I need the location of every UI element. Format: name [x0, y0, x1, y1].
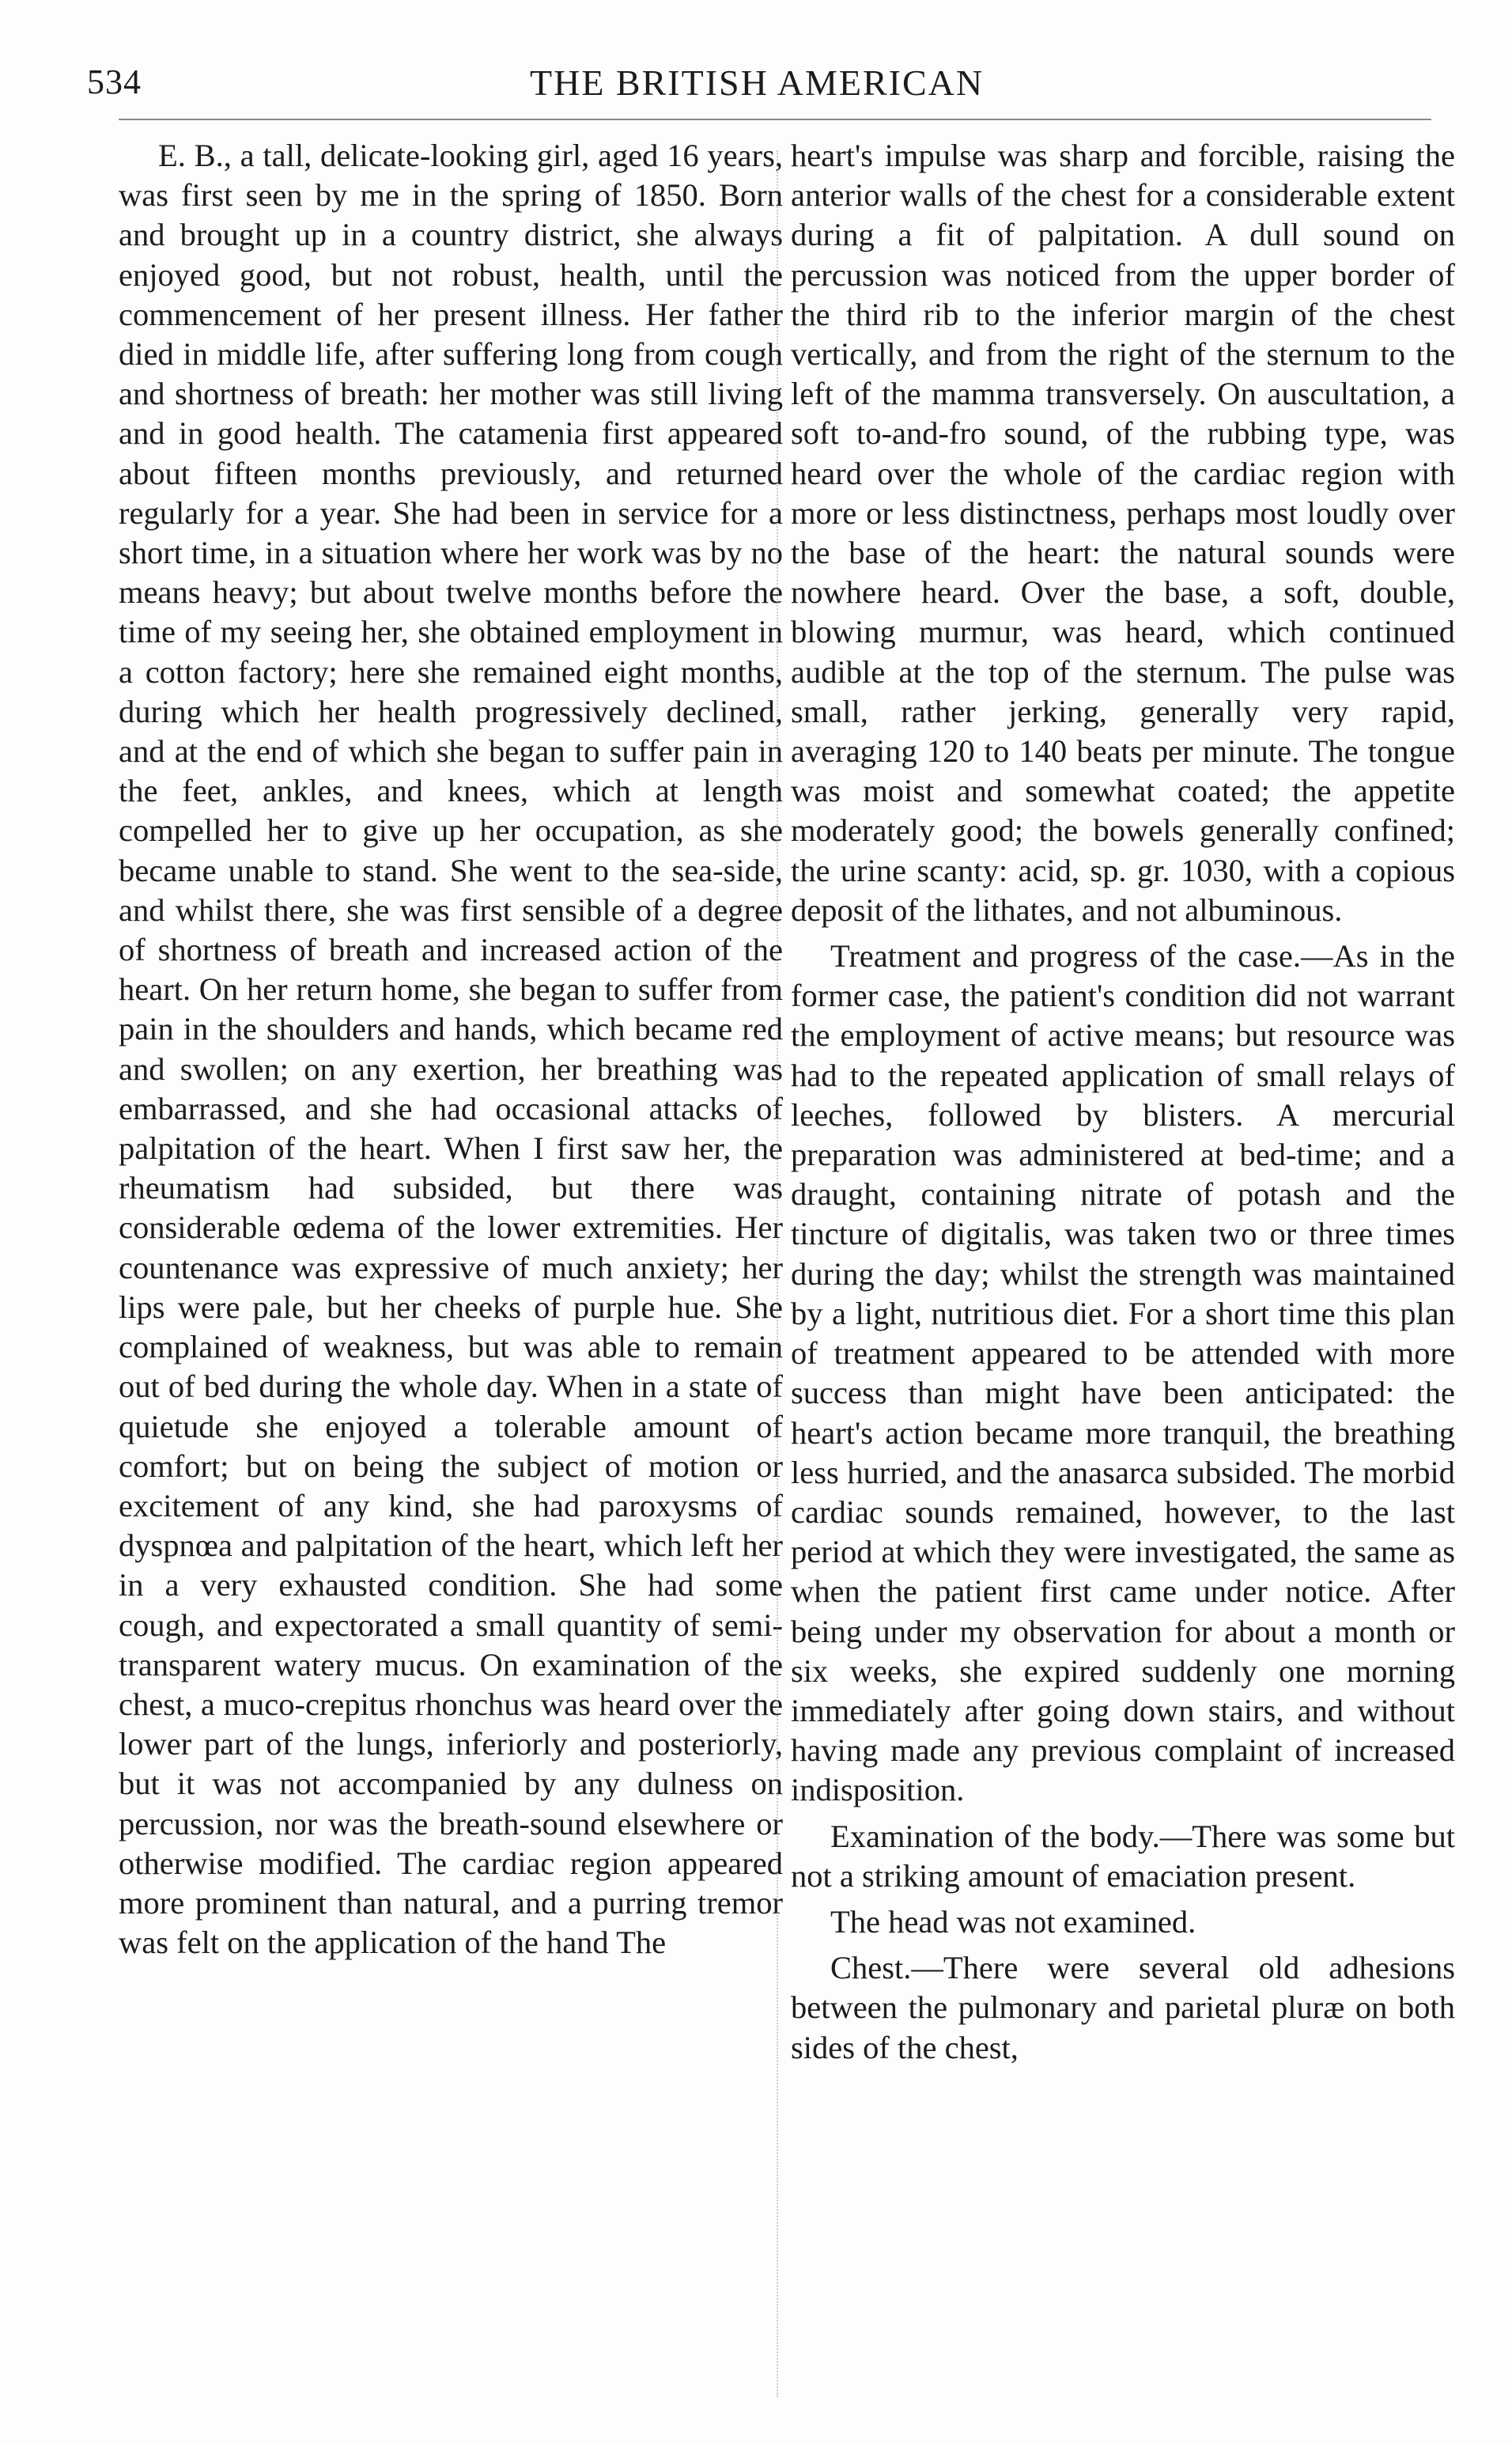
case-history-paragraph: E. B., a tall, delicate-looking girl, aged 16 years, was first seen by me in the spring of 1850. Born and brought up in a country district, she always enjoyed good, but not robust, health, until the commencement of her present illness. Her father died in middle life, after suffering long from cough and shortness of breath: her mother was still living and in good health. The catamenia first appeared about fifteen months previously, and returned regularly for a year. She had been in service for a short time, in a situation where her work was by no means heavy; but about twelve months before the time of my seeing her, she obtained employment in a cotton factory; here she remained eight months, during which her health progressively declined, and at the end of which she began to suffer pain in the feet, ankles, and knees, which at length compelled her to give up her occupation, as she became unable to stand. She went to the sea-side, and whilst there, she was first sensible of a degree of shortness of breath and increased action of the heart. On her return home, she began to suffer from pain in the shoulders and hands, which became red and swollen; on any exertion, her breathing was embarrassed, and she had occasional attacks of palpitation of the heart. When I first saw her, the rheumatism had subsided, but there was considerable œdema of the lower extremities. Her countenance was expressive of much anxiety; her lips were pale, but her cheeks of purple hue. She complained of weakness, but was able to remain out of bed during the whole day. When in a state of quietude she enjoyed a tolerable amount of comfort; but on being the subject of motion or excitement of any kind, she had paroxysms of dyspnœa and palpitation of the heart, which left her in a very exhausted condition. She had some cough, and expectorated a small quantity of semi-transparent watery mucus. On examination of the chest, a muco-crepitus rhonchus was heard over the lower part of the lungs, inferiorly and posteriorly, but it was not accompanied by any dulness on percussion, nor was the breath-sound elsewhere or otherwise modified. The cardiac region appeared more prominent than natural, and a purring tremor was felt on the application of the hand The	[119, 138, 783, 1961]
examination-paragraph: heart's impulse was sharp and forcible, raising the anterior walls of the chest for a considerable extent during a fit of palpitation. A dull sound on percussion was noticed from the upper border of the third rib to the inferior margin of the chest vertically, and from the right of the sternum to the left of the mamma transversely. On auscultation, a soft to-and-fro sound, of the rubbing type, was heard over the whole of the cardiac region with more or less distinctness, perhaps most loudly over the base of the heart: the natural sounds were nowhere heard. Over the base, a soft, double, blowing murmur, was heard, which continued audible at the top of the sternum. The pulse was small, rather jerking, generally very rapid, averaging 120 to 140 beats per minute. The tongue was moist and somewhat coated; the appetite moderately good; the bowels generally confined; the urine scanty: acid, sp. gr. 1030, with a copious deposit of the lithates, and not albuminous.	[791, 138, 1455, 928]
column-divider	[777, 150, 778, 2397]
treatment-paragraph: Treatment and progress of the case.—As in the former case, the patient's condition did not warrant the employment of active means; but resource was had to the repeated application of small relays of leeches, followed by blisters. A mercurial preparation was administered at bed-time; and a draught, containing nitrate of potash and the tincture of digitalis, was taken two or three times during the day; whilst the strength was maintained by a light, nutritious diet. For a short time this plan of treatment appeared to be attended with more success than might have been anticipated: the heart's action became more tranquil, the breathing less hurried, and the anasarca subsided. The morbid cardiac sounds remained, however, to the last period at which they were investigated, the same as when the patient first came under notice. After being under my observation for about a month or six weeks, she expired suddenly one morning immediately after going down stairs, and without having made any previous complaint of increased indisposition.	[791, 938, 1455, 1808]
post-mortem-paragraph: Examination of the body.—There was some but not a striking amount of emaciation present.	[791, 1818, 1455, 1894]
head-paragraph: The head was not examined.	[830, 1903, 1196, 1940]
left-column	[119, 136, 783, 2406]
chest-paragraph: Chest.—There were several old adhesions between the pulmonary and parietal pluræ on both sides of the chest,	[791, 1950, 1455, 2065]
page-number: 534	[87, 62, 142, 101]
page-header	[87, 62, 1431, 117]
right-column	[791, 136, 1455, 2406]
running-title: THE BRITISH AMERICAN	[530, 62, 985, 103]
header-rule	[119, 119, 1431, 120]
